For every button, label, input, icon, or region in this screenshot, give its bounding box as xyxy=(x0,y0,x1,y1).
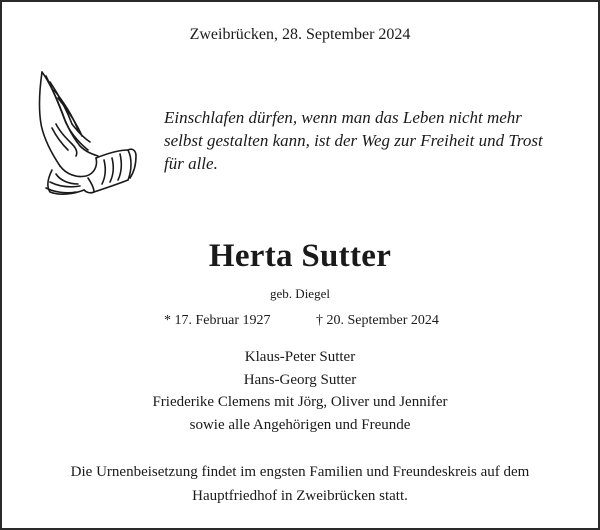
quote-line: selbst gestalten kann, ist der Weg zur Freiheit und Trost xyxy=(164,131,543,150)
mourners-list xyxy=(2,346,598,436)
death-date: † 20. September 2024 xyxy=(316,313,439,328)
mourner-line: Hans-Georg Sutter xyxy=(243,371,357,388)
burial-notice xyxy=(2,460,598,508)
quote-line: Einschlafen dürfen, wenn man das Leben nicht mehr xyxy=(164,108,522,127)
mourner-line: Friederike Clemens mit Jörg, Oliver und Jennifer xyxy=(152,394,448,410)
praying-hands-icon xyxy=(32,66,142,200)
deceased-name: Herta Sutter xyxy=(208,238,392,274)
birth-name: geb. Diegel xyxy=(270,286,330,301)
quote-line: für alle. xyxy=(164,154,218,173)
place-date: Zweibrücken, 28. September 2024 xyxy=(189,26,411,43)
memorial-quote xyxy=(164,106,584,175)
mourner-line: sowie alle Angehörigen und Freunde xyxy=(189,416,411,433)
closing-line: Die Urnenbeisetzung findet im engsten Familien und Freundeskreis auf dem xyxy=(70,464,530,480)
mourner-line: Klaus-Peter Sutter xyxy=(244,349,356,365)
closing-line: Hauptfriedhof in Zweibrücken statt. xyxy=(192,488,408,504)
birth-date: * 17. Februar 1927 xyxy=(164,313,271,328)
